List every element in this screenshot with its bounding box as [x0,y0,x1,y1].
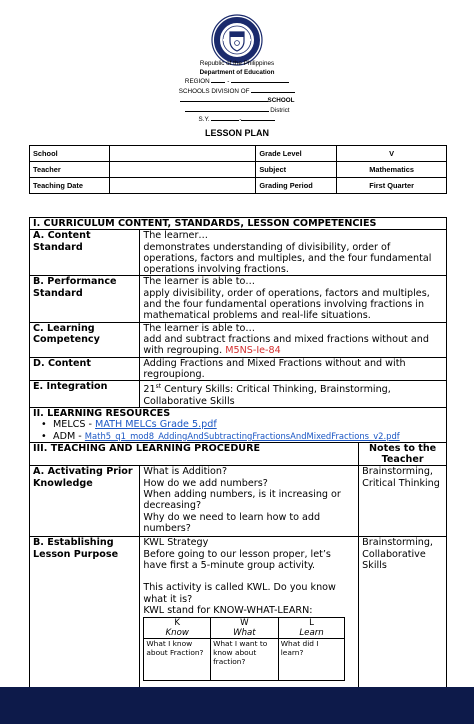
resources-cell [30,407,447,442]
table-row [30,276,447,322]
table-row [30,178,447,194]
establishing-cell [140,537,359,692]
performance-standard-label: B. Performance Standard [30,276,140,322]
division-label: SCHOOLS DIVISION OF [178,87,250,95]
kwl-row [144,618,345,639]
content-standard-cell [140,230,447,276]
section-heading-resources: II. LEARNING RESOURCES [33,407,171,419]
school-label-cell: School [30,146,110,162]
integration-cell [140,381,447,408]
footer-bar [0,687,474,724]
district-label: District [270,106,290,114]
establishing-p2: This activity is called KWL. Do you know what it is? [143,582,336,605]
activating-line: When adding numbers, is it increasing or decreasing? [143,489,341,512]
table-row [30,466,447,537]
region-label: REGION [184,78,210,85]
establishing-label: B. Establishing Lesson Purpose [30,537,140,692]
teacher-label-cell: Teacher [30,162,110,178]
kwl-letter: W [240,618,249,629]
subject-value-cell: Mathematics [337,162,447,178]
table-row [30,381,447,408]
melcs-prefix: MELCS - [53,419,96,431]
school-line [0,96,474,106]
establishing-p3: KWL stand for KNOW-WHAT-LEARN: [143,604,313,616]
table-row [30,218,447,230]
kwl-letter: L [309,618,314,629]
page-title: LESSON PLAN [204,128,269,138]
learning-competency-body [143,334,443,357]
integration-century: 21 [143,384,156,396]
table-row [30,407,447,442]
activating-line: What is Addition? [143,466,228,478]
kwl-header-k [144,618,211,639]
table-row [30,537,447,692]
activating-line: Why do we need to learn how to add numbers? [143,511,321,534]
adm-prefix: ADM - [53,430,85,442]
deped-seal-icon [211,14,263,66]
table-row [30,322,447,357]
table-row [30,146,447,162]
content-standard-intro: The learner… [143,230,208,242]
list-item [41,419,443,430]
content-label: D. Content [30,357,140,381]
division-line [0,87,474,97]
grading-period-value-cell: First Quarter [337,178,447,194]
establishing-p1: Before going to our lesson proper, let’s have first a 5-minute group activity. [143,548,331,572]
kwl-letter: K [174,618,181,629]
integration-text: Century Skills: Critical Thinking, Brainstorming, Collaborative Skills [143,384,391,407]
section-heading-curriculum: I. CURRICULUM CONTENT, STANDARDS, LESSON COMPETENCIES [30,218,447,230]
district-line [0,106,474,116]
teaching-date-value-cell[interactable] [109,178,256,194]
school-value-cell[interactable] [109,146,256,162]
sy-label: S.Y. [198,116,210,123]
info-table [29,145,447,194]
list-item [41,431,443,442]
activating-cell [140,466,359,537]
activating-line: How do we add numbers? [143,477,268,489]
table-row [30,162,447,178]
learning-competency-text: add and subtract fractions and mixed fractions without and with regrouping. [143,333,429,357]
content-standard-text: demonstrates understanding of divisibility, order of operations, factors and multiples, and the four fundamental operations involving fractions. [143,241,432,276]
grade-level-value-cell: V [337,146,447,162]
integration-sup: st [155,383,162,391]
region-line: REGION - [0,77,474,87]
adm-link[interactable]: Math5_q1_mod8_AddingAndSubtractingFractionsAndMixedFractions_v2.pdf [84,430,400,441]
learning-competency-intro: The learner is able to… [143,322,255,334]
school-label: SCHOOL [267,97,295,104]
performance-standard-text: apply divisibility, order of operations, factors and multiples, and the four fundamental operations involving fractions in mathematical problems and real-life situations. [143,287,430,322]
table-row [30,442,447,466]
content-text: Adding Fractions and Mixed Fractions without and with regroupiong. [140,357,447,381]
section-heading-procedure: III. TEACHING AND LEARNING PROCEDURE [30,442,359,466]
table-row [30,230,447,276]
department-line: Department of Education [199,68,275,76]
kwl-cell-what: What I want to know about fraction? [211,639,279,681]
teacher-value-cell[interactable] [109,162,256,178]
subject-label-cell: Subject [256,162,337,178]
integration-label: E. Integration [30,381,140,408]
kwl-word: Learn [299,628,324,639]
kwl-header-l [278,618,345,639]
letterhead [0,60,474,125]
teaching-date-label-cell: Teaching Date [30,178,110,194]
resources-list [33,419,443,442]
notes-heading: Notes to the Teacher [359,442,447,466]
melcs-link[interactable]: MATH MELCs Grade 5.pdf [95,419,217,431]
kwl-table [143,617,345,681]
establishing-strategy: KWL Strategy [143,537,209,549]
performance-standard-intro: The learner is able to… [143,276,255,288]
republic-line: Republic of the Philippines [199,60,275,67]
activating-label: A. Activating Prior Knowledge [30,466,140,537]
sy-line: S.Y. - [0,115,474,125]
kwl-word: What [233,628,256,639]
learning-competency-cell [140,322,447,357]
kwl-cell-learn: What did I learn? [278,639,345,681]
grade-level-label-cell: Grade Level [256,146,337,162]
lesson-table [29,217,447,692]
activating-notes: Brainstorming, Critical Thinking [359,466,447,537]
content-standard-label: A. Content Standard [30,230,140,276]
establishing-notes: Brainstorming, Collaborative Skills [359,537,447,692]
performance-standard-cell [140,276,447,322]
kwl-header-w [211,618,279,639]
kwl-row [144,639,345,681]
kwl-word: Know [165,628,189,639]
competency-code: M5NS-Ie-84 [225,345,281,357]
learning-competency-label: C. Learning Competency [30,322,140,357]
table-row [30,357,447,381]
grading-period-label-cell: Grading Period [256,178,337,194]
kwl-cell-know: What I know about Fraction? [144,639,211,681]
